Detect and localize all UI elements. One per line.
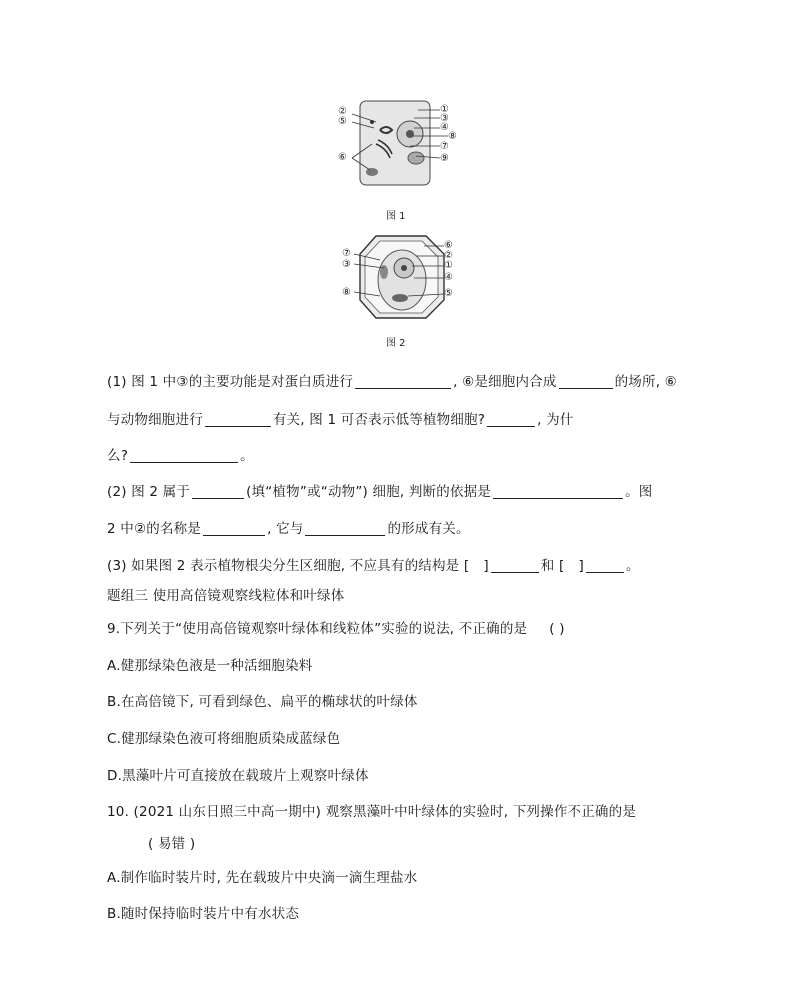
- fig2-label-right-2: ②: [444, 250, 453, 261]
- q3-blank-2[interactable]: [586, 558, 624, 573]
- q1-blank-4[interactable]: [487, 412, 535, 427]
- q2-blank-2[interactable]: [493, 484, 623, 499]
- q9-stem: 9.下列关于“使用高倍镜观察叶绿体和线粒体”实验的说法, 不正确的是 ( ): [107, 621, 565, 637]
- q1-blank-5[interactable]: [130, 448, 238, 463]
- fig1-label-right-6: ⑨: [440, 153, 449, 164]
- q10-option-a[interactable]: A.制作临时装片时, 先在载玻片中央滴一滴生理盐水: [107, 870, 418, 886]
- q1-line-3: 么? 。: [107, 448, 254, 464]
- q10-tag: ( 易错 ): [148, 836, 196, 852]
- figure-1-caption: 图 1: [386, 211, 406, 222]
- figure-1-animal-cell: [330, 98, 464, 190]
- q9-option-d[interactable]: D.黑藻叶片可直接放在载玻片上观察叶绿体: [107, 768, 369, 784]
- fig1-label-left-1: ②: [338, 106, 347, 117]
- q2-blank-4[interactable]: [305, 521, 385, 536]
- q2-line-1: (2) 图 2 属于 (填“植物”或“动物”) 细胞, 判断的依据是 。图: [107, 484, 653, 500]
- fig2-label-right-3: ①: [444, 260, 453, 271]
- q1-blank-3[interactable]: [205, 412, 271, 427]
- figure-2-plant-cell: [340, 232, 460, 322]
- q2-blank-1[interactable]: [192, 484, 244, 499]
- q9-option-a[interactable]: A.健那绿染色液是一种活细胞染料: [107, 658, 313, 674]
- fig1-label-right-5: ⑦: [440, 141, 449, 152]
- q2-line-2: 2 中②的名称是 , 它与 的形成有关。: [107, 521, 470, 537]
- q1-blank-2[interactable]: [559, 374, 613, 389]
- fig2-label-left-1: ⑦: [342, 248, 351, 259]
- fig2-label-left-3: ⑧: [342, 287, 351, 298]
- fig1-label-right-4: ⑧: [448, 131, 457, 142]
- fig2-label-right-4: ④: [444, 272, 453, 283]
- q3-line: (3) 如果图 2 表示植物根尖分生区细胞, 不应具有的结构是 [ ] 和 [ ] 。: [107, 558, 640, 574]
- q1-line-2: 与动物细胞进行 有关, 图 1 可否表示低等植物细胞? , 为什: [107, 412, 574, 428]
- fig1-label-right-3: ④: [440, 122, 449, 133]
- section-title: 题组三 使用高倍镜观察线粒体和叶绿体: [107, 588, 345, 604]
- fig2-label-right-5: ⑤: [444, 288, 453, 299]
- q1-blank-1[interactable]: [355, 374, 451, 389]
- fig1-label-right-1: ①: [440, 104, 449, 115]
- fig2-label-right-1: ⑥: [444, 240, 453, 251]
- fig1-label-left-3: ⑥: [338, 152, 347, 163]
- q9-answer-paren: ( ): [549, 621, 565, 637]
- q10-option-b[interactable]: B.随时保持临时装片中有水状态: [107, 906, 300, 922]
- q1-line-1: (1) 图 1 中③的主要功能是对蛋白质进行 , ⑥是细胞内合成 的场所, ⑥: [107, 374, 677, 390]
- fig1-label-left-2: ⑤: [338, 116, 347, 127]
- q3-blank-1[interactable]: [491, 558, 539, 573]
- q2-blank-3[interactable]: [203, 521, 265, 536]
- q9-option-b[interactable]: B.在高倍镜下, 可看到绿色、扁平的椭球状的叶绿体: [107, 694, 418, 710]
- q10-stem: 10. (2021 山东日照三中高一期中) 观察黑藻叶中叶绿体的实验时, 下列操作不正确的是: [107, 804, 637, 820]
- fig1-label-right-2: ③: [440, 113, 449, 124]
- fig2-label-left-2: ③: [342, 259, 351, 270]
- figure-2-caption: 图 2: [386, 338, 406, 349]
- q9-option-c[interactable]: C.健那绿染色液可将细胞质染成蓝绿色: [107, 731, 341, 747]
